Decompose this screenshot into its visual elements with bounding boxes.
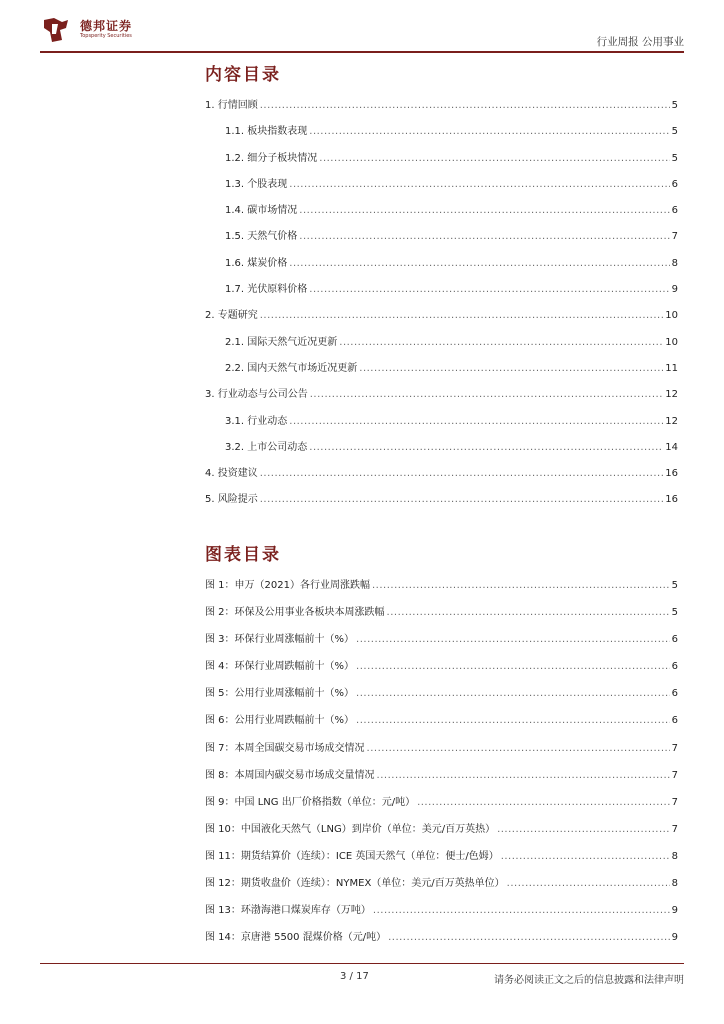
figure-entry-label: 图 2：环保及公用事业各板块本周涨跌幅 xyxy=(205,607,385,619)
toc-entry[interactable] xyxy=(205,201,678,227)
figure-entry-page: 7 xyxy=(671,742,678,754)
dot-leader xyxy=(356,715,670,726)
dot-leader xyxy=(367,743,670,754)
toc-entry-label: 1. 行情回顾 xyxy=(205,100,258,111)
dot-leader xyxy=(319,153,669,164)
toc-entry-page: 16 xyxy=(665,494,678,506)
figure-entry-label: 图 7：本周全国碳交易市场成交情况 xyxy=(205,742,365,754)
figure-entry-page: 5 xyxy=(671,607,678,619)
toc-entry-page: 8 xyxy=(671,257,678,269)
dot-leader xyxy=(417,797,670,808)
toc-entry[interactable] xyxy=(205,254,678,280)
toc-entry-page: 10 xyxy=(665,336,678,348)
toc-entry[interactable] xyxy=(205,412,678,438)
toc-entry[interactable] xyxy=(205,306,678,332)
dot-leader xyxy=(507,878,670,889)
figure-entry-page: 7 xyxy=(671,823,678,835)
toc-entry-page: 5 xyxy=(671,152,678,164)
dot-leader xyxy=(356,688,670,699)
figure-entry-page: 6 xyxy=(671,634,678,646)
figure-entry-label: 图 1：申万（2021）各行业周涨跌幅 xyxy=(205,580,370,591)
dot-leader xyxy=(260,310,664,321)
figure-entry-page: 9 xyxy=(671,905,678,917)
figure-entry-page: 6 xyxy=(671,661,678,673)
toc-entry-label: 1.3. 个股表现 xyxy=(225,178,288,190)
figure-entry[interactable] xyxy=(205,847,678,874)
footer-divider xyxy=(40,963,684,964)
page-number: 3 / 17 xyxy=(340,971,369,982)
toc-entry[interactable] xyxy=(205,280,678,306)
toc-entry-label: 3. 行业动态与公司公告 xyxy=(205,389,308,401)
figure-entry[interactable] xyxy=(205,576,678,603)
toc-entry[interactable] xyxy=(205,438,678,464)
figure-entry-page: 8 xyxy=(671,850,678,862)
dot-leader xyxy=(373,905,670,916)
toc-entry[interactable] xyxy=(205,96,678,122)
figure-entry-page: 7 xyxy=(671,796,678,808)
dot-leader xyxy=(260,468,664,479)
toc-entry-label: 1.2. 细分子板块情况 xyxy=(225,152,318,164)
toc-entry-label: 1.5. 天然气价格 xyxy=(225,231,298,243)
figure-entry-label: 图 3：环保行业周涨幅前十（%） xyxy=(205,634,355,646)
dot-leader xyxy=(339,337,663,348)
footer-disclaimer: 请务必阅读正文之后的信息披露和法律声明 xyxy=(494,975,684,986)
toc-entry-label: 3.2. 上市公司动态 xyxy=(225,441,308,453)
figure-entry[interactable] xyxy=(205,711,678,738)
toc-entry-page: 12 xyxy=(665,389,678,401)
toc-entry-label: 1.7. 光伏原料价格 xyxy=(225,284,308,296)
toc-entry-label: 1.4. 碳市场情况 xyxy=(225,205,298,217)
figure-entry-page: 7 xyxy=(671,769,678,781)
toc-entry-page: 6 xyxy=(671,205,678,217)
toc-entry-label: 1.1. 板块指数表现 xyxy=(225,126,308,138)
toc-entry-page: 10 xyxy=(665,310,678,322)
figure-entry-label: 图 4：环保行业周跌幅前十（%） xyxy=(205,661,355,673)
dot-leader xyxy=(309,284,669,295)
toc-entry-label: 2. 专题研究 xyxy=(205,310,258,322)
dot-leader xyxy=(289,179,669,190)
figure-entry[interactable] xyxy=(205,630,678,657)
figure-entry-page: 5 xyxy=(671,580,678,591)
figure-entry-label: 图 14：京唐港 5500 混煤价格（元/吨） xyxy=(205,932,387,944)
figure-entry-label: 图 11：期货结算价（连续）：ICE 英国天然气（单位：便士/色姆） xyxy=(205,850,499,862)
figure-entry-label: 图 5：公用行业周涨幅前十（%） xyxy=(205,688,355,700)
dot-leader xyxy=(501,851,670,862)
dot-leader xyxy=(289,258,669,269)
figure-entry-label: 图 9：中国 LNG 出厂价格指数（单位：元/吨） xyxy=(205,796,416,808)
dot-leader xyxy=(359,363,663,374)
toc-entry[interactable] xyxy=(205,149,678,175)
dot-leader xyxy=(356,634,670,645)
dot-leader xyxy=(387,607,670,618)
dot-leader xyxy=(260,494,664,505)
logo-icon xyxy=(40,14,72,46)
figure-entry[interactable] xyxy=(205,820,678,847)
toc-entry-page: 7 xyxy=(671,231,678,243)
toc-entry-page: 5 xyxy=(671,126,678,138)
toc-entry-page: 16 xyxy=(665,468,678,480)
figure-entry[interactable] xyxy=(205,603,678,630)
dot-leader xyxy=(260,100,670,111)
dot-leader xyxy=(497,824,670,835)
toc-entry-page: 12 xyxy=(665,415,678,427)
toc-entry[interactable] xyxy=(205,385,678,411)
dot-leader xyxy=(299,205,669,216)
figure-list xyxy=(205,576,678,955)
toc-entry-label: 2.1. 国际天然气近况更新 xyxy=(225,336,338,348)
dot-leader xyxy=(310,389,664,400)
figure-entry-page: 6 xyxy=(671,688,678,700)
page-header xyxy=(0,0,724,55)
dot-leader xyxy=(388,932,670,943)
figure-entry-label: 图 6：公用行业周跌幅前十（%） xyxy=(205,715,355,727)
figure-entry-label: 图 13：环渤海港口煤炭库存（万吨） xyxy=(205,905,371,917)
figure-entry[interactable] xyxy=(205,739,678,766)
figure-entry-page: 6 xyxy=(671,715,678,727)
dot-leader xyxy=(372,580,670,591)
toc-entry[interactable] xyxy=(205,464,678,490)
dot-leader xyxy=(377,770,670,781)
figure-entry-label: 图 10：中国液化天然气（LNG）到岸价（单位：美元/百万英热） xyxy=(205,823,496,835)
toc-entry-page: 11 xyxy=(665,362,678,374)
toc-entry-label: 1.6. 煤炭价格 xyxy=(225,257,288,269)
figure-entry[interactable] xyxy=(205,874,678,901)
toc-entry-page: 6 xyxy=(671,178,678,190)
toc-entry-label: 3.1. 行业动态 xyxy=(225,415,288,427)
toc-entry-page: 9 xyxy=(671,284,678,296)
figure-entry-page: 8 xyxy=(671,878,678,890)
table-of-contents xyxy=(205,96,678,517)
figure-entry-page: 9 xyxy=(671,932,678,944)
toc-entry-label: 5. 风险提示 xyxy=(205,494,258,506)
toc-entry[interactable] xyxy=(205,490,678,516)
figure-entry[interactable] xyxy=(205,766,678,793)
toc-entry[interactable] xyxy=(205,359,678,385)
dot-leader xyxy=(356,661,670,672)
report-category: 行业周报 公用事业 xyxy=(596,36,684,48)
dot-leader xyxy=(299,231,669,242)
dot-leader xyxy=(309,126,669,137)
logo-subtext: Topsperity Securities xyxy=(80,33,132,39)
toc-title: 内容目录 xyxy=(205,65,281,85)
figure-entry-label: 图 12：期货收盘价（连续）：NYMEX（单位：美元/百万英热单位） xyxy=(205,878,505,890)
toc-entry[interactable] xyxy=(205,122,678,148)
toc-entry[interactable] xyxy=(205,175,678,201)
toc-entry[interactable] xyxy=(205,227,678,253)
dot-leader xyxy=(289,416,663,427)
figure-entry-label: 图 8：本周国内碳交易市场成交量情况 xyxy=(205,769,375,781)
toc-entry-label: 2.2. 国内天然气市场近况更新 xyxy=(225,362,358,374)
toc-entry-page: 5 xyxy=(671,100,678,111)
figure-entry[interactable] xyxy=(205,657,678,684)
figure-entry[interactable] xyxy=(205,684,678,711)
logo-text: 德邦证券 xyxy=(80,19,133,33)
toc-entry[interactable] xyxy=(205,333,678,359)
figure-entry[interactable] xyxy=(205,928,678,955)
toc-entry-label: 4. 投资建议 xyxy=(205,468,258,480)
header-divider xyxy=(40,51,684,53)
figures-title: 图表目录 xyxy=(205,545,281,565)
figure-entry[interactable] xyxy=(205,793,678,820)
dot-leader xyxy=(309,442,663,453)
figure-entry[interactable] xyxy=(205,901,678,928)
toc-entry-page: 14 xyxy=(665,441,678,453)
